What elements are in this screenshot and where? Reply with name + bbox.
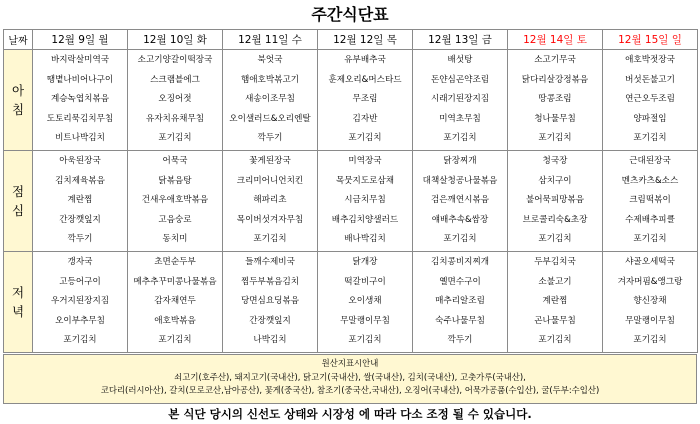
menu-cell [318, 50, 413, 151]
meal-label-char: 녁 [11, 304, 31, 319]
menu-item: 포기김치 [633, 133, 667, 144]
menu-item: 목이버섯겨자무침 [236, 214, 304, 225]
origin-line: 쇠고기(호주산), 돼지고기(국내산), 닭고기(국내산), 쌀(국내산), 김치(국내산), 고춧가루(국내산), [174, 371, 526, 382]
menu-item: 곤나물무침 [534, 315, 576, 326]
menu-item: 시래기된장지짐 [430, 94, 490, 105]
menu-cell [33, 151, 128, 252]
day-header: 12월 9일 월 [33, 30, 128, 50]
menu-item: 포기김치 [348, 335, 382, 346]
meal-label-char: 침 [11, 102, 31, 117]
menu-item: 김치콩비지찌개 [430, 257, 490, 268]
menu-cell [413, 252, 508, 353]
menu-item: 포기김치 [253, 234, 287, 245]
menu-item: 오이생채 [348, 296, 382, 307]
menu-item: 포기김치 [443, 234, 477, 245]
menu-item: 메추추꾸미콩나물볶음 [133, 276, 217, 287]
menu-item: 초면순두부 [154, 257, 196, 268]
menu-cell [128, 252, 223, 353]
menu-item: 애호박볶음 [154, 315, 196, 326]
menu-item: 닭다리살강정볶음 [521, 74, 589, 85]
day-header: 12월 12일 목 [318, 30, 413, 50]
menu-item: 시금치무침 [344, 195, 386, 206]
menu-item: 깍두기 [447, 335, 473, 346]
menu-item: 배나박김치 [344, 234, 386, 245]
menu-item: 포기김치 [63, 335, 97, 346]
menu-item: 계란찜 [67, 195, 93, 206]
menu-item: 포기김치 [538, 335, 572, 346]
menu-item: 닭볶음탕 [158, 175, 192, 186]
menu-item: 계란찜 [542, 296, 568, 307]
meal-label [4, 50, 33, 151]
menu-item: 소고기양갈이떡장국 [137, 55, 213, 66]
menu-item: 도토리묵김치무침 [46, 113, 114, 124]
meal-label-char: 심 [11, 203, 31, 218]
menu-item: 닭개장 [352, 257, 378, 268]
menu-cell [223, 252, 318, 353]
menu-item: 미역장국 [348, 156, 382, 167]
menu-item: 우거지된장지짐 [50, 296, 110, 307]
menu-item: 돈얀심곤약조림 [430, 74, 490, 85]
menu-item: 꽃게된장국 [249, 156, 291, 167]
meal-label-char: 저 [11, 285, 31, 300]
menu-item: 향신장채 [633, 296, 667, 307]
menu-cell [413, 50, 508, 151]
menu-item: 오이샐러드&오리엔탈 [229, 113, 311, 124]
menu-item: 샤골오세떡국 [625, 257, 675, 268]
menu-item: 아욱된장국 [59, 156, 101, 167]
menu-item: 옐면수구이 [439, 276, 481, 287]
menu-item: 소고기무국 [534, 55, 576, 66]
day-header-weekend: 12월 14일 토 [508, 30, 603, 50]
menu-item: 유부배추국 [344, 55, 386, 66]
menu-item: 햄애호박볶고기 [240, 74, 300, 85]
menu-cell [128, 50, 223, 151]
menu-item: 불어묵피망볶음 [525, 195, 585, 206]
menu-item: 훈제오리&머스타드 [328, 74, 402, 85]
corner-date-label: 날짜 [4, 30, 33, 50]
menu-item: 청나물무침 [534, 113, 576, 124]
menu-item: 북엇국 [257, 55, 283, 66]
meal-row [4, 50, 698, 151]
menu-item: 해파리초 [253, 195, 287, 206]
menu-item: 겨자머핌&앵그랑 [617, 276, 683, 287]
menu-item: 크림떡볶이 [629, 195, 671, 206]
menu-item: 목뭇지도로삼채 [335, 175, 395, 186]
menu-item: 버섯돈불고기 [625, 74, 675, 85]
menu-item: 수제배추피클 [625, 214, 675, 225]
menu-item: 멘츠카츠&소스 [621, 175, 679, 186]
menu-item: 오이부추무침 [55, 315, 105, 326]
menu-item: 떡갈비구이 [344, 276, 386, 287]
menu-cell [128, 151, 223, 252]
day-header: 12월 10일 화 [128, 30, 223, 50]
menu-item: 김치제육볶음 [55, 175, 105, 186]
menu-cell [413, 151, 508, 252]
meal-label-char: 아 [11, 83, 31, 98]
menu-item: 숙주나물무침 [435, 315, 485, 326]
menu-item: 김자반 [352, 113, 378, 124]
menu-item: 배섯탕 [447, 55, 473, 66]
menu-item: 포기김치 [633, 335, 667, 346]
menu-item: 닭장찌개 [443, 156, 477, 167]
menu-item: 포기김치 [443, 133, 477, 144]
menu-cell [33, 50, 128, 151]
menu-item: 고음숭로 [158, 214, 192, 225]
origin-info-box [3, 354, 697, 404]
meal-row [4, 252, 698, 353]
menu-item: 갱자국 [67, 257, 93, 268]
menu-item: 간장깻잎지 [249, 315, 291, 326]
notice-text: 본 식단 당시의 신선도 상태와 시장성 에 따라 다소 조정 될 수 있습니다. [168, 407, 532, 421]
meal-label [4, 252, 33, 353]
menu-item: 건새우애호박볶음 [141, 195, 209, 206]
menu-item: 땅콩조림 [538, 94, 572, 105]
menu-item: 스크램블에그 [150, 74, 200, 85]
menu-item: 땡볕나비어나구이 [46, 74, 114, 85]
menu-cell [508, 151, 603, 252]
header-row [4, 30, 698, 50]
day-header: 12월 13일 금 [413, 30, 508, 50]
menu-item: 포기김치 [538, 133, 572, 144]
menu-item: 포기김치 [538, 234, 572, 245]
menu-item: 소불고기 [538, 276, 572, 287]
menu-item: 청국장 [542, 156, 568, 167]
menu-item: 깍두기 [67, 234, 93, 245]
menu-item: 오징어젓 [158, 94, 192, 105]
origin-line: 코다리(러시아산), 갈치(모로코산,남아공산), 꽃게(중국산), 참조기(중국산,국내산), 오징어(국내산), 어묵가공품(수입산), 굴(두부:수입산) [100, 385, 600, 395]
menu-item: 포기김치 [158, 133, 192, 144]
menu-item: 대책살청공나물볶음 [422, 175, 498, 186]
menu-cell [508, 252, 603, 353]
menu-item: 감자채연두 [154, 296, 196, 307]
menu-item: 들깨수제비국 [245, 257, 295, 268]
menu-item: 새송이조무침 [245, 94, 295, 105]
menu-item: 포기김치 [348, 133, 382, 144]
day-header-weekend: 12월 15일 일 [603, 30, 698, 50]
menu-item: 깍두기 [257, 133, 283, 144]
menu-item: 브로콜리숙&초장 [522, 214, 588, 225]
meal-row [4, 151, 698, 252]
menu-item: 양파절임 [633, 113, 667, 124]
menu-cell [603, 151, 698, 252]
menu-item: 연근오두조림 [625, 94, 675, 105]
menu-item: 고등어구이 [59, 276, 101, 287]
menu-item: 매추리알조림 [435, 296, 485, 307]
menu-item: 검은깨연시볶음 [430, 195, 490, 206]
menu-item: 간장깻잎지 [59, 214, 101, 225]
menu-item: 동치미 [162, 234, 188, 245]
menu-item: 포기김치 [158, 335, 192, 346]
menu-item: 찜두부볶음김치 [240, 276, 300, 287]
menu-item: 배추김치양샐러드 [331, 214, 399, 225]
menu-item: 나박김치 [253, 335, 287, 346]
menu-item: 계승녹엽치볶음 [50, 94, 110, 105]
menu-item: 크리미어니언치킨 [236, 175, 304, 186]
origin-title: 원산지표시안내 [321, 358, 379, 368]
menu-item: 미역초무침 [439, 113, 481, 124]
menu-body [4, 50, 698, 353]
menu-item: 바지락살미역국 [50, 55, 110, 66]
menu-item: 근대된장국 [629, 156, 671, 167]
menu-item: 당면심요딩볶음 [240, 296, 300, 307]
menu-cell [603, 252, 698, 353]
menu-item: 어묵국 [162, 156, 188, 167]
menu-item: 무말랭이무침 [340, 315, 390, 326]
page-title: 주간식단표 [311, 5, 389, 24]
menu-item: 유자치유채무침 [145, 113, 205, 124]
menu-cell [318, 252, 413, 353]
menu-item: 애호박젓장국 [625, 55, 675, 66]
menu-cell [223, 151, 318, 252]
menu-cell [508, 50, 603, 151]
menu-item: 얘배추속&쌈장 [431, 214, 489, 225]
menu-cell [223, 50, 318, 151]
menu-cell [33, 252, 128, 353]
menu-item: 두부김치국 [534, 257, 576, 268]
menu-cell [318, 151, 413, 252]
menu-item: 무말랭이무침 [625, 315, 675, 326]
day-header: 12월 11일 수 [223, 30, 318, 50]
menu-cell [603, 50, 698, 151]
menu-item: 삼치구이 [538, 175, 572, 186]
menu-item: 무조림 [352, 94, 378, 105]
meal-label [4, 151, 33, 252]
meal-label-char: 점 [11, 184, 31, 199]
weekly-menu-table [3, 29, 698, 353]
menu-item: 포기김치 [633, 234, 667, 245]
menu-item: 비트나박김치 [55, 133, 105, 144]
